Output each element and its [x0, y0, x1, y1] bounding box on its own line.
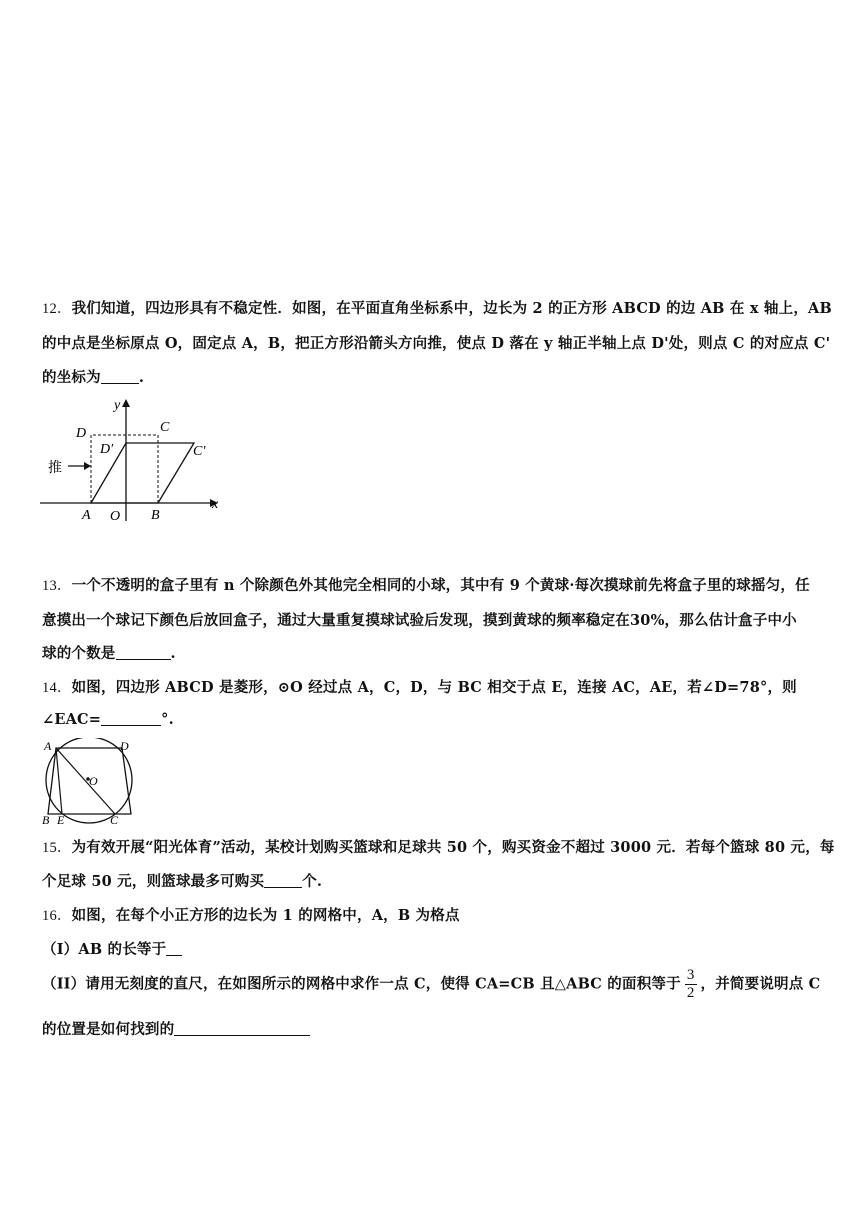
q16-last-line [42, 1018, 310, 1039]
q13-line3 [42, 642, 176, 663]
q13-line2: 意摸出一个球记下颜色后放回盒子，通过大量重复摸球试验后发现，摸到黄球的频率稳定在30%，那么估计盒子中小 [42, 612, 797, 629]
q12-label-B: B [151, 508, 160, 523]
q15-line2 [42, 870, 322, 891]
q14-segment-AC [56, 748, 115, 814]
q14-text-1: 如图，四边形 ABCD 是菱形，⊙O 经过点 A，C，D，与 BC 相交于点 E，连接 AC，AE，若∠D=78°，则 [71, 679, 797, 696]
q14-text-2: ∠EAC= [42, 711, 102, 728]
q12-answer-blank[interactable] [101, 369, 139, 384]
q12-label-O: O [110, 509, 121, 524]
q14-label-C: C [110, 813, 119, 826]
q13-answer-blank[interactable] [116, 645, 171, 660]
q16-number: 16． [42, 908, 72, 924]
q14-figure [38, 738, 143, 826]
q12-label-A: A [82, 508, 91, 523]
q16-frac-denominator: 2 [686, 985, 695, 1001]
q12-push-arrowhead [84, 462, 91, 470]
q14-degree: °. [161, 711, 174, 728]
q14-number: 14． [42, 680, 72, 696]
q14-line1 [42, 676, 797, 697]
q16-part2 [42, 967, 820, 1002]
q14-answer-blank[interactable] [101, 711, 161, 726]
q12-text-3: 的坐标为 [42, 369, 101, 386]
q14-label-O: O [89, 774, 98, 788]
q15-number: 15． [42, 840, 72, 856]
q16-part2-blank[interactable] [174, 1021, 310, 1036]
q16-part1 [42, 938, 182, 959]
q12-label-C: C [160, 420, 170, 435]
q14-label-E: E [57, 813, 65, 826]
q13-text-3: 球的个数是 [42, 645, 116, 662]
q12-label-D: D [76, 426, 87, 441]
q15-answer-blank[interactable] [264, 873, 302, 888]
q16-part2-text: （II）请用无刻度的直尺，在如图所示的网格中求作一点 C，使得 CA=CB 且△ABC 的面积等于 [42, 975, 681, 993]
q14-label-A: A [44, 739, 52, 753]
q16-fraction [685, 967, 697, 1002]
q12-label-C-prime: C′ [193, 444, 206, 459]
q16-text-1: 如图，在每个小正方形的边长为 1 的网格中，A，B 为格点 [71, 907, 460, 924]
q12-period: . [138, 369, 145, 386]
q16-line1 [42, 904, 460, 925]
q12-label-D-prime: D′ [100, 442, 114, 457]
q15-text-2: 个足球 50 元，则篮球最多可购买 [42, 873, 265, 890]
q12-number: 12． [42, 301, 72, 317]
q13-line1 [42, 574, 810, 595]
q15-line1 [42, 836, 835, 857]
q12-text-1: 我们知道，四边形具有不稳定性．如图，在平面直角坐标系中，边长为 2 的正方形 ABCD 的边 AB 在 x 轴上，AB [71, 300, 832, 317]
q13-text-1: 一个不透明的盒子里有 n 个除颜色外其他完全相同的小球，其中有 9 个黄球·每次摸球前先将盒子里的球摇匀，任 [71, 577, 810, 594]
q12-y-arrow [122, 399, 130, 407]
q12-label-y: y [114, 398, 121, 413]
q16-part1-text: （I）AB 的长等于 [42, 941, 167, 958]
q14-segment-AE [56, 748, 62, 814]
q16-frac-numerator: 3 [686, 967, 695, 983]
q15-unit: 个. [302, 873, 323, 890]
q12-line2: 的中点是坐标原点 O，固定点 A，B，把正方形沿箭头方向推，使点 D 落在 y 轴正半轴上点 D'处，则点 C 的对应点 C' [42, 335, 831, 352]
q14-line2 [42, 711, 174, 728]
q15-text-1: 为有效开展“阳光体育”活动，某校计划购买篮球和足球共 50 个，购买资金不超过 3000 元．若每个篮球 80 元，每 [71, 839, 835, 856]
q12-figure [38, 393, 228, 528]
q12-label-x: x [212, 497, 219, 512]
q16-last-text: 的位置是如何找到的 [42, 1021, 175, 1038]
q16-part2-end: ，并简要说明点 C [700, 975, 821, 993]
q14-label-D: D [120, 739, 129, 753]
q12-line1 [42, 297, 832, 318]
q12-push-label: 推 [48, 460, 62, 476]
q14-label-B: B [42, 813, 50, 826]
q13-number: 13． [42, 578, 72, 594]
q16-part1-blank[interactable] [166, 941, 182, 956]
q12-line3 [42, 366, 144, 387]
q13-period: . [170, 645, 176, 662]
